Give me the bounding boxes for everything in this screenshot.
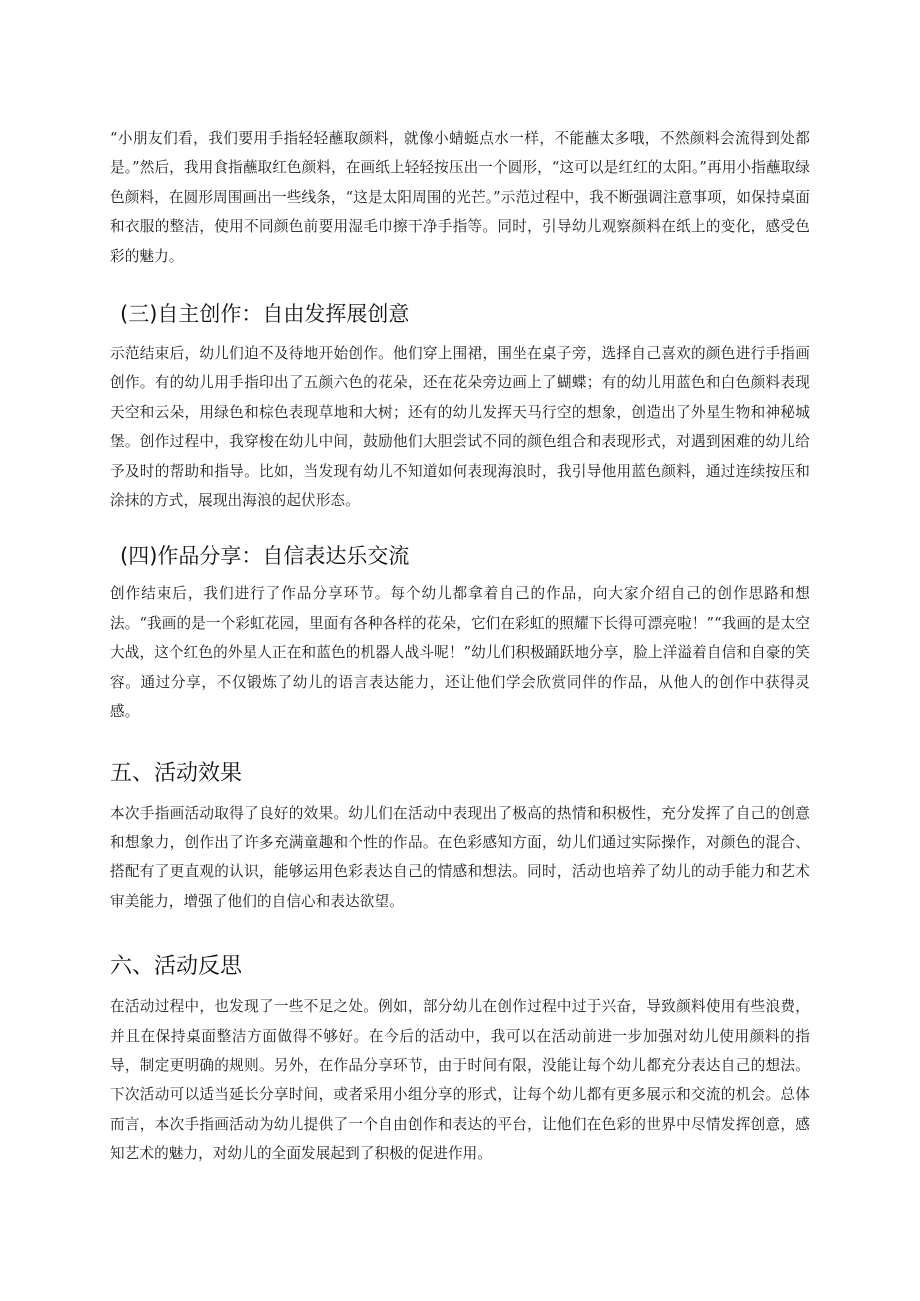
intro-paragraph: “小朋友们看，我们要用手指轻轻蘸取颜料，就像小蜻蜓点水一样，不能蘸太多哦，不然颜料会流得到处都是。”然后，我用食指蘸取红色颜料，在画纸上轻轻按压出一个圆形，“这可以是红红的太阳。”再用小指蘸取绿色颜料，在圆形周围画出一些线条，“这是太阳周围的光芒。”示范过程中，我不断强调注意事项，如保持桌面和衣服的整洁，使用不同颜色前要用湿毛巾擦干净手指等。同时，引导幼儿观察颜料在纸上的变化，感受色彩的魅力。 bbox=[110, 130, 810, 265]
section5-heading: 五、活动效果 bbox=[110, 760, 243, 786]
section4-heading: (四)作品分享：自信表达乐交流 bbox=[120, 544, 410, 569]
section6-heading: 六、活动反思 bbox=[110, 954, 243, 980]
section6-paragraph: 在活动过程中，也发现了一些不足之处。例如，部分幼儿在创作过程中过于兴奋，导致颜料使用有些浪费，并且在保持桌面整洁方面做得不够好。在今后的活动中，我可以在活动前进一步加强对幼儿使用颜料的指导，制定更明确的规则。另外，在作品分享环节，由于时间有限，没能让每个幼儿都充分表达自己的想法。下次活动可以适当延长分享时间，或者采用小组分享的形式，让每个幼儿都有更多展示和交流的机会。总体而言，本次手指画活动为幼儿提供了一个自由创作和表达的平台，让他们在色彩的世界中尽情发挥创意，感知艺术的魅力，对幼儿的全面发展起到了积极的促进作用。 bbox=[110, 998, 810, 1163]
document-page bbox=[110, 124, 810, 1169]
section4-paragraph: 创作结束后，我们进行了作品分享环节。每个幼儿都拿着自己的作品，向大家介绍自己的创作思路和想法。“我画的是一个彩虹花园，里面有各种各样的花朵，它们在彩虹的照耀下长得可漂亮啦！”“我画的是太空大战，这个红色的外星人正在和蓝色的机器人战斗呢！”幼儿们积极踊跃地分享，脸上洋溢着自信和自豪的笑容。通过分享，不仅锻炼了幼儿的语言表达能力，还让他们学会欣赏同伴的作品，从他人的创作中获得灵感。 bbox=[110, 585, 810, 721]
section3-paragraph: 示范结束后，幼儿们迫不及待地开始创作。他们穿上围裙，围坐在桌子旁，选择自己喜欢的颜色进行手指画创作。有的幼儿用手指印出了五颜六色的花朵，还在花朵旁边画上了蝴蝶；有的幼儿用蓝色和白色颜料表现天空和云朵，用绿色和棕色表现草地和大树；还有的幼儿发挥天马行空的想象，创造出了外星生物和神秘城堡。创作过程中，我穿梭在幼儿中间，鼓励他们大胆尝试不同的颜色组合和表现形式，对遇到困难的幼儿给予及时的帮助和指导。比如，当发现有幼儿不知道如何表现海浪时，我引导他用蓝色颜料，通过连续按压和涂抹的方式，展现出海浪的起伏形态。 bbox=[110, 345, 810, 510]
section3-heading: (三)自主创作：自由发挥展创意 bbox=[120, 302, 410, 327]
section5-paragraph: 本次手指画活动取得了良好的效果。幼儿们在活动中表现出了极高的热情和积极性，充分发挥了自己的创意和想象力，创作出了许多充满童趣和个性的作品。在色彩感知方面，幼儿们通过实际操作，对颜色的混合、搭配有了更直观的认识，能够运用色彩表达自己的情感和想法。同时，活动也培养了幼儿的动手能力和艺术审美能力，增强了他们的自信心和表达欲望。 bbox=[110, 804, 810, 910]
